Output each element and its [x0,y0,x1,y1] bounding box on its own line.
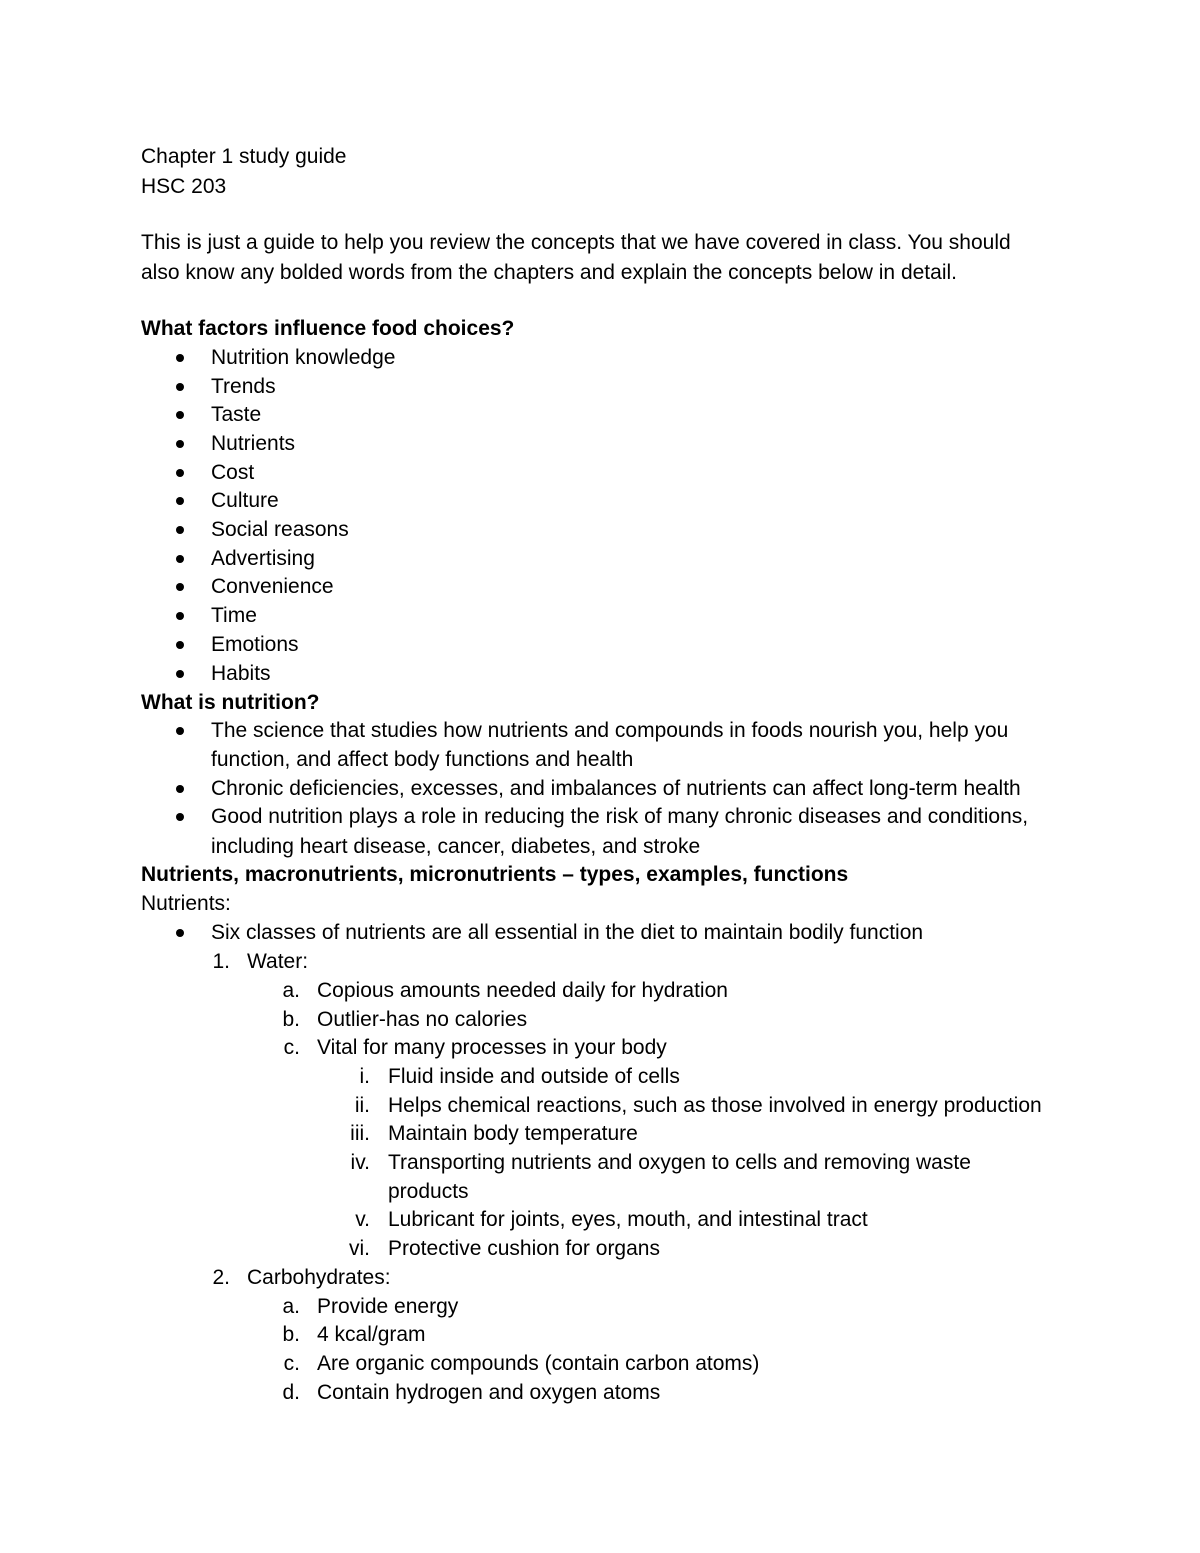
list-item: Six classes of nutrients are all essential in the diet to maintain bodily function [211,921,924,944]
list-item: Are organic compounds (contain carbon atoms) [317,1352,760,1375]
document-title: Chapter 1 study guide [141,145,347,168]
list-item: The science that studies how nutrients and compounds in foods nourish you, help you [211,719,1009,742]
list-item-water: Water: [247,950,309,973]
bullet-icon [176,354,184,362]
list-item: Convenience [211,575,334,598]
list-marker: iv. [350,1151,370,1174]
list-item: Outlier-has no calories [317,1008,528,1031]
section-heading-nutrition: What is nutrition? [141,691,320,714]
list-item: Advertising [211,547,315,570]
list-item: Culture [211,489,279,512]
list-item: 4 kcal/gram [317,1323,426,1346]
list-item: Contain hydrogen and oxygen atoms [317,1381,661,1404]
list-item: Emotions [211,633,299,656]
list-marker: v. [355,1208,370,1231]
bullet-icon [176,526,184,534]
list-marker: 1. [212,950,230,973]
list-item: Taste [211,403,262,426]
intro-line-1: This is just a guide to help you review the concepts that we have covered in class. You should [141,231,1011,254]
bullet-icon [176,670,184,678]
bullet-icon [176,583,184,591]
list-item-continuation: products [388,1180,469,1203]
bullet-icon [176,469,184,477]
list-marker: c. [283,1352,300,1375]
list-item-continuation: including heart disease, cancer, diabetes, and stroke [211,835,701,858]
list-item: Trends [211,375,276,398]
list-marker: b. [282,1008,300,1031]
list-marker: b. [282,1323,300,1346]
list-item: Habits [211,662,271,685]
list-marker: ii. [354,1094,370,1117]
list-marker: vi. [349,1237,370,1260]
bullet-icon [176,440,184,448]
section-heading-food-choices: What factors influence food choices? [141,317,515,340]
list-marker: 2. [212,1266,230,1289]
list-marker: a. [282,979,300,1002]
bullet-icon [176,813,184,821]
course-code: HSC 203 [141,175,227,198]
bullet-icon [176,497,184,505]
list-item: Transporting nutrients and oxygen to cells and removing waste [388,1151,971,1174]
list-item: Good nutrition plays a role in reducing the risk of many chronic diseases and conditions, [211,805,1029,828]
list-item-carbohydrates: Carbohydrates: [247,1266,391,1289]
list-marker: a. [282,1295,300,1318]
list-item: Helps chemical reactions, such as those involved in energy production [388,1094,1042,1117]
bullet-icon [176,785,184,793]
list-item: Lubricant for joints, eyes, mouth, and intestinal tract [388,1208,868,1231]
bullet-icon [176,555,184,563]
list-item: Provide energy [317,1295,459,1318]
bullet-icon [176,929,184,937]
list-item: Nutrition knowledge [211,346,396,369]
list-item: Nutrients [211,432,296,455]
list-marker: i. [359,1065,370,1088]
intro-line-2: also know any bolded words from the chapters and explain the concepts below in detail. [141,261,957,284]
bullet-icon [176,641,184,649]
list-item: Copious amounts needed daily for hydration [317,979,728,1002]
bullet-icon [176,612,184,620]
list-marker: c. [283,1036,300,1059]
bullet-icon [176,411,184,419]
list-item-continuation: function, and affect body functions and health [211,748,634,771]
list-item: Cost [211,461,255,484]
bullet-icon [176,383,184,391]
bullet-icon [176,727,184,735]
list-item: Vital for many processes in your body [317,1036,667,1059]
list-item: Protective cushion for organs [388,1237,660,1260]
list-item: Time [211,604,257,627]
subheading-nutrients: Nutrients: [141,892,231,915]
list-item: Social reasons [211,518,349,541]
list-item: Fluid inside and outside of cells [388,1065,680,1088]
list-item: Chronic deficiencies, excesses, and imbalances of nutrients can affect long-term health [211,777,1021,800]
section-heading-nutrients: Nutrients, macronutrients, micronutrients – types, examples, functions [141,863,849,886]
list-marker: d. [282,1381,300,1404]
list-marker: iii. [350,1122,370,1145]
list-item: Maintain body temperature [388,1122,638,1145]
